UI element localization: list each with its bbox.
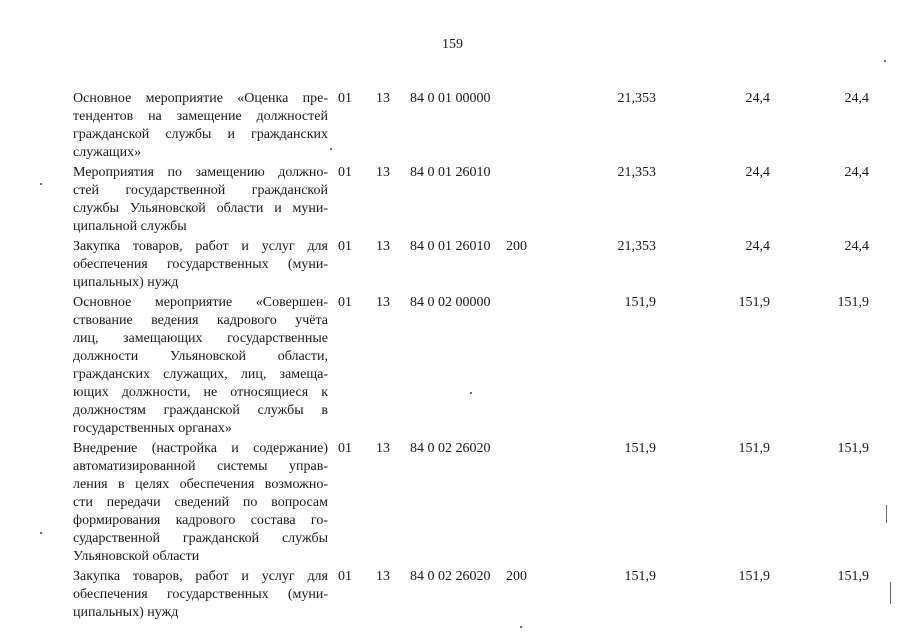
expense-type-cell xyxy=(506,90,546,164)
podrazdel-cell: 13 xyxy=(376,91,390,106)
podrazdel-cell: 13 xyxy=(376,569,390,584)
amount-year2-cell: 24,4 xyxy=(745,165,770,180)
item-name-line: Закупка товаров, работ и услуг для xyxy=(73,569,328,584)
amount-year1-cell: 151,9 xyxy=(624,441,656,456)
amount-year3-cell: 24,4 xyxy=(844,91,869,106)
amount-year3-cell: 151,9 xyxy=(837,295,869,310)
scan-speck xyxy=(470,392,472,394)
target-article-cell: 84 0 01 26010 xyxy=(410,165,491,180)
item-name-line: ципальных) нужд xyxy=(73,275,179,290)
table-row xyxy=(73,568,869,624)
table-row xyxy=(73,90,869,164)
item-name-cell xyxy=(73,568,328,624)
item-name-cell xyxy=(73,164,328,238)
amount-year1-cell: 21,353 xyxy=(617,91,656,106)
scan-speck xyxy=(40,532,42,534)
amount-year2-cell: 24,4 xyxy=(745,239,770,254)
amount-year3-cell: 151,9 xyxy=(837,441,869,456)
item-name-line: ствование ведения кадрового учёта xyxy=(73,313,328,328)
table-row xyxy=(73,164,869,238)
scan-speck xyxy=(890,582,891,604)
item-name-line: государственных органах» xyxy=(73,421,232,436)
podrazdel-cell: 13 xyxy=(376,239,390,254)
item-name-line: тендентов на замещение должностей xyxy=(73,109,328,124)
item-name-line: гражданской службы и гражданских xyxy=(73,127,328,142)
razdel-cell: 01 xyxy=(338,91,352,106)
target-article-cell: 84 0 01 00000 xyxy=(410,91,491,106)
item-name-line: служащих» xyxy=(73,145,142,160)
item-name-line: гражданских служащих, лиц, замеща- xyxy=(73,367,328,382)
table-row xyxy=(73,294,869,440)
budget-table xyxy=(73,90,869,624)
target-article-cell: 84 0 01 26010 xyxy=(410,239,491,254)
amount-year2-cell: 24,4 xyxy=(745,91,770,106)
item-name-line: Мероприятия по замещению должно- xyxy=(73,165,328,180)
amount-year1-cell: 21,353 xyxy=(617,239,656,254)
amount-year2-cell: 151,9 xyxy=(738,569,770,584)
item-name-line: стей государственной гражданской xyxy=(73,183,328,198)
item-name-cell xyxy=(73,294,328,440)
razdel-cell: 01 xyxy=(338,165,352,180)
item-name-line: Основное мероприятие «Оценка пре- xyxy=(73,91,328,106)
scan-speck xyxy=(886,505,887,523)
podrazdel-cell: 13 xyxy=(376,441,390,456)
razdel-cell: 01 xyxy=(338,569,352,584)
amount-year1-cell: 151,9 xyxy=(624,569,656,584)
expense-type-cell: 200 xyxy=(506,239,527,254)
podrazdel-cell: 13 xyxy=(376,165,390,180)
item-name-line: автоматизированной системы управ- xyxy=(73,459,328,474)
item-name-line: ципальной службы xyxy=(73,219,187,234)
amount-year2-cell: 151,9 xyxy=(738,295,770,310)
amount-year3-cell: 151,9 xyxy=(837,569,869,584)
item-name-line: Ульяновской области xyxy=(73,549,200,564)
target-article-cell: 84 0 02 26020 xyxy=(410,441,491,456)
target-article-cell: 84 0 02 26020 xyxy=(410,569,491,584)
item-name-line: Внедрение (настройка и содержание) xyxy=(73,441,328,456)
expense-type-cell xyxy=(506,294,546,440)
item-name-line: сударственной гражданской службы xyxy=(73,531,328,546)
razdel-cell: 01 xyxy=(338,239,352,254)
amount-year3-cell: 24,4 xyxy=(844,239,869,254)
expense-type-cell: 200 xyxy=(506,569,527,584)
item-name-cell xyxy=(73,440,328,568)
scan-speck xyxy=(520,626,522,628)
item-name-cell xyxy=(73,238,328,294)
item-name-line: ления в целях обеспечения возможно- xyxy=(73,477,328,492)
item-name-cell xyxy=(73,90,328,164)
item-name-line: лиц, замещающих государственные xyxy=(73,331,328,346)
item-name-line: службы Ульяновской области и муни- xyxy=(73,201,328,216)
expense-type-cell xyxy=(506,440,546,568)
item-name-line: обеспечения государственных (муни- xyxy=(73,257,328,272)
item-name-line: Основное мероприятие «Совершен- xyxy=(73,295,328,310)
item-name-line: ципальных) нужд xyxy=(73,605,179,620)
podrazdel-cell: 13 xyxy=(376,295,390,310)
item-name-line: должностям гражданской службы в xyxy=(73,403,328,418)
scan-speck xyxy=(330,148,332,150)
item-name-line: формирования кадрового состава го- xyxy=(73,513,328,528)
razdel-cell: 01 xyxy=(338,295,352,310)
item-name-line: сти передачи сведений по вопросам xyxy=(73,495,328,510)
item-name-line: обеспечения государственных (муни- xyxy=(73,587,328,602)
item-name-line: ющих должности, не относящиеся к xyxy=(73,385,328,400)
expense-type-cell xyxy=(506,164,546,238)
scan-speck xyxy=(40,183,42,185)
amount-year3-cell: 24,4 xyxy=(844,165,869,180)
page-number: 159 xyxy=(442,37,463,52)
table-row xyxy=(73,440,869,568)
table-row xyxy=(73,238,869,294)
budget-table-body xyxy=(73,90,869,624)
target-article-cell: 84 0 02 00000 xyxy=(410,295,491,310)
item-name-line: Закупка товаров, работ и услуг для xyxy=(73,239,328,254)
amount-year2-cell: 151,9 xyxy=(738,441,770,456)
amount-year1-cell: 21,353 xyxy=(617,165,656,180)
scan-speck xyxy=(884,60,886,62)
item-name-line: должности Ульяновской области, xyxy=(73,349,328,364)
amount-year1-cell: 151,9 xyxy=(624,295,656,310)
razdel-cell: 01 xyxy=(338,441,352,456)
